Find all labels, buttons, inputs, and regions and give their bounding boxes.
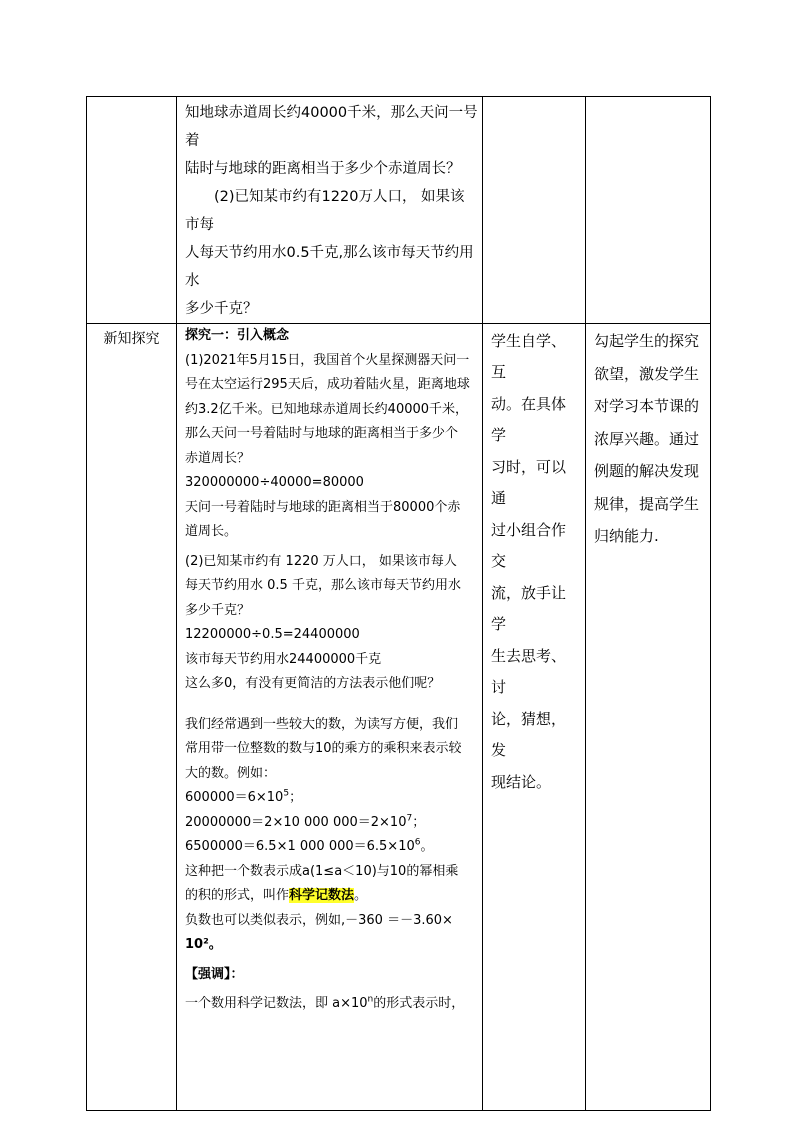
example-text: 20000000＝2×10 000 000＝2×10 [185, 814, 407, 830]
row1-intent-cell [586, 97, 711, 324]
text-line: 每天节约用水 0.5 千克，那么该市每天节约用水 [185, 578, 461, 593]
intent-line: 浓厚兴趣。通过 [594, 429, 700, 448]
intent-line: 勾起学生的探究 [594, 332, 700, 350]
highlighted-term: 科学记数法 [289, 888, 355, 903]
exponent: 5 [283, 788, 290, 799]
text-line: 号在太空运行295天后，成功着陆火星，距离地球 [185, 377, 470, 392]
text-line: 那么天问一号着陆时与地球的距离相当于多少个 [185, 426, 459, 441]
section-label: 新知探究 [87, 324, 177, 1111]
table-row [87, 324, 711, 1111]
row2-content-cell [177, 324, 483, 1111]
exponent: 6 [414, 837, 421, 848]
text-line: 道周长。 [185, 524, 238, 539]
example-text: 600000＝6×10 [185, 790, 284, 805]
text-line: 这种把一个数表示成a(1≤a＜10)与10的幂相乘 [185, 863, 459, 879]
design-intent-cell [586, 324, 711, 1111]
activity-line: 习时，可以通 [491, 458, 567, 507]
activity-line: 学生自学、互 [491, 332, 567, 381]
text-line: 该市每天节约用水24400000千克 [185, 651, 382, 667]
activity-line: 动。在具体学 [491, 395, 567, 444]
activity-line: 过小组合作交 [491, 521, 567, 570]
text-line: 人每天节约用水0.5千克,那么该市每天节约用水 [185, 245, 474, 289]
example-text: 6500000＝6.5×1 000 000＝6.5×10 [185, 839, 415, 854]
section-heading: 探究一：引入概念 [185, 328, 290, 343]
punctuation: 。 [354, 888, 368, 903]
definition-line [177, 884, 482, 909]
row1-content-cell [177, 97, 483, 324]
row1-activity-cell [483, 97, 586, 324]
text-span: 一个数用科学记数法，即 a×10 [185, 996, 368, 1011]
text-line: 陆时与地球的距离相当于多少个赤道周长？ [185, 161, 461, 177]
intent-line: 规律，提高学生 [594, 494, 700, 513]
activity-line: 流，放手让学 [491, 584, 567, 633]
punctuation: ； [289, 790, 303, 805]
exponent: 7 [406, 813, 413, 824]
calculation: 320000000÷40000=80000 [185, 475, 364, 490]
intent-line: 归纳能力. [594, 527, 659, 545]
student-activity-cell [483, 324, 586, 1111]
text-line: 大的数。例如： [185, 765, 277, 781]
lesson-plan-table [86, 96, 711, 1111]
text-line: (2)已知某市约有 1220 万人口， 如果该市每人 [185, 553, 457, 569]
text-line [177, 992, 482, 1017]
design-intent-text [586, 324, 710, 552]
example-line [177, 811, 482, 836]
activity-line: 现结论。 [491, 773, 552, 791]
text-line: 这么多0，有没有更简洁的方法表示他们呢？ [185, 676, 441, 691]
emphasis-heading: 【强调】： [185, 966, 244, 982]
text-line: 多少千克？ [185, 602, 251, 618]
calculation: 12200000÷0.5=24400000 [185, 627, 360, 642]
text-line: 负数也可以类似表示，例如,－360 ＝－3.60× [185, 912, 453, 928]
example-line [177, 835, 482, 860]
activity-line: 论，猜想，发 [491, 710, 567, 759]
student-activity-text [483, 324, 585, 798]
exponent: n [367, 994, 374, 1005]
text-span: 的形式表示时， [373, 996, 465, 1011]
example-line [177, 786, 482, 811]
text-span: 的积的形式，叫作 [185, 888, 290, 903]
text-line: 知地球赤道周长约40000千米，那么天问一号着 [185, 105, 478, 149]
row1-label-cell [87, 97, 177, 324]
activity-line: 生去思考、讨 [491, 647, 567, 696]
text-line: 我们经常遇到一些较大的数，为读写方便，我们 [185, 716, 459, 732]
text-line: 多少千克？ [185, 301, 258, 317]
text-line: 天问一号着陆时与地球的距离相当于80000个赤 [185, 499, 461, 515]
text-line: 约3.2亿千米。已知地球赤道周长约40000千米， [185, 401, 469, 417]
table-row [87, 97, 711, 324]
punctuation: ； [412, 814, 426, 830]
text-line: (2)已知某市约有1220万人口， 如果该市每 [185, 189, 465, 233]
intent-line: 对学习本节课的 [594, 397, 700, 415]
intent-line: 例题的解决发现 [594, 462, 700, 480]
text-line: 赤道周长？ [185, 450, 251, 466]
text-line: 10²。 [185, 937, 222, 952]
text-line: (1)2021年5月15日，我国首个火星探测器天问一 [185, 352, 470, 368]
spacer [177, 697, 482, 713]
intent-line: 欲望，激发学生 [594, 364, 700, 383]
text-line: 常用带一位整数的数与10的乘方的乘积来表示较 [185, 741, 462, 756]
punctuation: 。 [420, 839, 434, 854]
